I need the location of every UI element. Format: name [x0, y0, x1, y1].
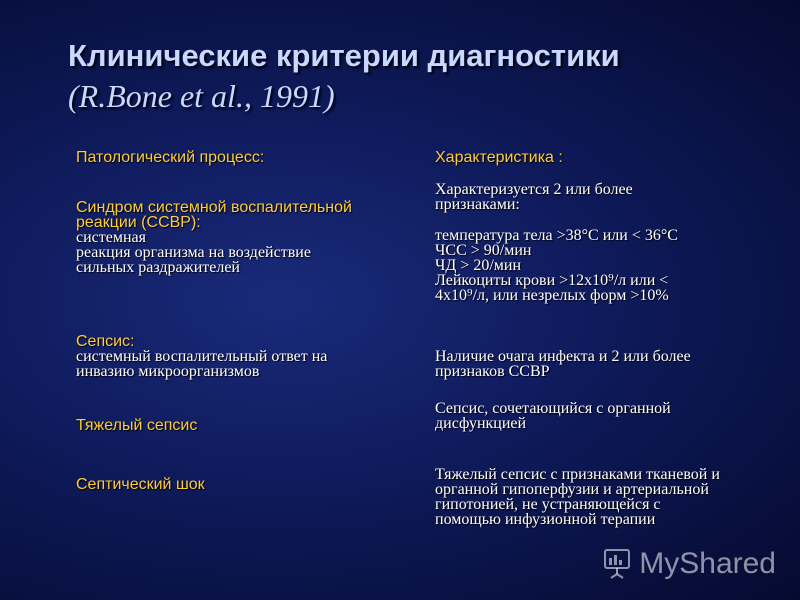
sirs-desc-line3: сильных раздражителей: [76, 259, 240, 276]
sirs-criteria-line2: признаками:: [435, 196, 520, 213]
watermark-text: MyShared: [639, 547, 776, 580]
sepsis-desc-line1: системный воспалительный ответ на: [76, 348, 328, 365]
sirs-name-line1: Синдром системной воспалительной: [76, 199, 352, 216]
sirs-desc-line1: системная: [76, 229, 147, 246]
septic-shock-line4: помощью инфузионной терапии: [435, 511, 656, 528]
sepsis-name: Сепсис:: [76, 333, 135, 350]
sepsis-criteria-line2: признаков ССВР: [435, 363, 550, 380]
sirs-resp-rate: ЧД > 20/мин: [435, 257, 522, 274]
sirs-leukocytes-line1: Лейкоциты крови >12x10⁹/л или <: [435, 272, 669, 289]
sirs-leukocytes-line2: 4x10⁹/л, или незрелых форм >10%: [435, 287, 669, 304]
sepsis-criteria-line1: Наличие очага инфекта и 2 или более: [435, 348, 691, 365]
sirs-process: [76, 200, 421, 275]
sirs-criteria: [435, 182, 795, 303]
severe-sepsis-line1: Сепсис, сочетающийся с органной: [435, 400, 671, 417]
sepsis-criteria: [435, 349, 795, 379]
severe-sepsis-process: Тяжелый сепсис: [76, 417, 198, 434]
septic-shock-line1: Тяжелый сепсис с признаками тканевой и: [435, 466, 720, 483]
sirs-criteria-line1: Характеризуется 2 или более: [435, 181, 633, 198]
presentation-board-icon: [599, 546, 635, 582]
severe-sepsis-criteria: [435, 401, 795, 431]
right-header: Характеристика :: [435, 149, 563, 166]
sepsis-desc-line2: инвазию микроорганизмов: [76, 363, 260, 380]
slide-title: [68, 36, 788, 116]
septic-shock-criteria: [435, 467, 795, 527]
septic-shock-line2: органной гипоперфузии и артериальной: [435, 481, 709, 498]
left-header: Патологический процесс:: [76, 149, 265, 166]
sirs-name-line2: реакции (ССВР):: [76, 214, 201, 231]
sirs-heart-rate: ЧСС > 90/мин: [435, 242, 532, 259]
severe-sepsis-line2: дисфункцией: [435, 415, 527, 432]
septic-shock-process: Септический шок: [76, 476, 205, 493]
watermark: [599, 546, 776, 582]
sepsis-process: [76, 334, 421, 379]
title-citation: (R.Bone et al., 1991): [68, 78, 335, 114]
septic-shock-line3: гипотонией, не устраняющейся с: [435, 496, 661, 513]
title-main: Клинические критерии диагностики: [68, 38, 620, 73]
sirs-desc-line2: реакция организма на воздействие: [76, 244, 311, 261]
sirs-temperature: температура тела >38°С или < 36°С: [435, 227, 678, 244]
